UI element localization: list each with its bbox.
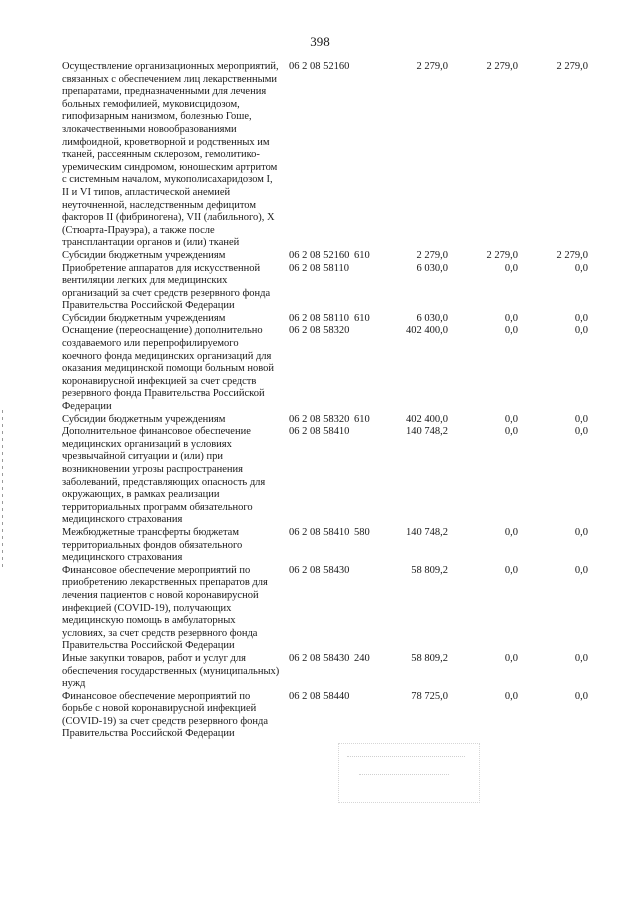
row-expense-type: 610 bbox=[354, 249, 370, 261]
table-row bbox=[0, 426, 640, 527]
row-value-year3: 0,0 bbox=[574, 652, 588, 664]
table-row bbox=[0, 313, 640, 326]
row-value-year1: 78 725,0 bbox=[411, 690, 448, 702]
row-value-year2: 0,0 bbox=[504, 690, 518, 702]
row-description: Субсидии бюджетным учреждениям bbox=[62, 413, 226, 425]
row-expense-type: 610 bbox=[354, 413, 370, 425]
row-value-year2: 0,0 bbox=[504, 413, 518, 425]
row-expense-type: 240 bbox=[354, 652, 370, 664]
row-code: 06 2 08 52160 bbox=[289, 249, 350, 261]
row-value-year2: 2 279,0 bbox=[486, 249, 518, 261]
row-code: 06 2 08 52160 bbox=[289, 61, 350, 72]
row-expense-type: 580 bbox=[354, 526, 370, 538]
table-row bbox=[0, 61, 640, 250]
row-code: 06 2 08 58440 bbox=[289, 690, 350, 702]
row-description: Финансовое обеспечение мероприятий по борьбе с новой коронавирусной инфекцией (COVID-19) за счет средств резервного фонда Правительства Российской Федерации bbox=[62, 690, 269, 740]
faded-stamp bbox=[338, 743, 480, 803]
table-row bbox=[0, 527, 640, 565]
row-value-year2: 0,0 bbox=[504, 564, 518, 576]
row-value-year1: 402 400,0 bbox=[406, 325, 448, 337]
row-code: 06 2 08 58320 bbox=[289, 413, 350, 425]
table-row bbox=[0, 653, 640, 691]
row-code: 06 2 08 58410 bbox=[289, 426, 350, 438]
row-description: Иные закупки товаров, работ и услуг для обеспечения государственных (муниципальных) нужд bbox=[62, 652, 280, 690]
row-value-year2: 0,0 bbox=[504, 312, 518, 324]
row-value-year3: 2 279,0 bbox=[556, 249, 588, 261]
table-row bbox=[0, 691, 640, 741]
row-value-year2: 0,0 bbox=[504, 325, 518, 337]
row-code: 06 2 08 58430 bbox=[289, 564, 350, 576]
row-value-year2: 0,0 bbox=[504, 262, 518, 274]
table-row bbox=[0, 325, 640, 413]
row-value-year2: 0,0 bbox=[504, 526, 518, 538]
row-value-year3: 0,0 bbox=[574, 564, 588, 576]
row-description: Субсидии бюджетным учреждениям bbox=[62, 249, 226, 261]
row-value-year1: 402 400,0 bbox=[406, 413, 448, 425]
row-value-year1: 58 809,2 bbox=[411, 652, 448, 664]
row-value-year3: 0,0 bbox=[574, 413, 588, 425]
row-description: Финансовое обеспечение мероприятий по приобретению лекарственных препаратов для лечения пациентов с новой коронавирусной инфекцией (COVID-19), получающих медицинскую помощь в амбулаторных условиях, за счет средств резервного фонда Правительства Российской Федерации bbox=[62, 564, 268, 652]
row-value-year3: 0,0 bbox=[574, 262, 588, 274]
row-value-year1: 140 748,2 bbox=[406, 426, 448, 438]
row-value-year3: 0,0 bbox=[574, 325, 588, 337]
row-code: 06 2 08 58410 bbox=[289, 526, 350, 538]
row-code: 06 2 08 58320 bbox=[289, 325, 350, 337]
row-expense-type: 610 bbox=[354, 312, 370, 324]
row-value-year3: 0,0 bbox=[574, 312, 588, 324]
row-value-year2: 0,0 bbox=[504, 426, 518, 438]
row-description: Межбюджетные трансферты бюджетам территориальных фондов обязательного медицинского страхования bbox=[62, 526, 243, 564]
row-description: Дополнительное финансовое обеспечение медицинских организаций в условиях чрезвычайной ситуации и (или) при возникновении угрозы распространения заболеваний, представляющих опасность для окружающих, в рамках реализации территориальных программ обязательного медицинского страхования bbox=[62, 426, 266, 526]
row-code: 06 2 08 58110 bbox=[289, 262, 349, 274]
row-value-year1: 140 748,2 bbox=[406, 526, 448, 538]
table-row bbox=[0, 263, 640, 313]
row-value-year1: 58 809,2 bbox=[411, 564, 448, 576]
row-value-year3: 2 279,0 bbox=[556, 61, 588, 72]
row-code: 06 2 08 58430 bbox=[289, 652, 350, 664]
table-row bbox=[0, 250, 640, 263]
row-value-year1: 6 030,0 bbox=[416, 312, 448, 324]
row-value-year2: 0,0 bbox=[504, 652, 518, 664]
row-description: Приобретение аппаратов для искусственной вентиляции легких для медицинских организаций за счет средств резервного фонда Правительства Российской Федерации bbox=[62, 262, 271, 312]
row-description: Осуществление организационных мероприятий, связанных с обеспечением лиц лекарственными препаратами, предназначенными для лечения больных гемофилией, муковисцидозом, гипофизарным нанизмом, болезнью Гоше, злокачественными новообразованиями лимфоидной, кроветворной и родственных им тканей, рассеянным склерозом, гемолитико-уремическим синдромом, юношеским артритом с системным началом, мукополисахаридозом I, II и VI типов, апластической анемией неуточненной, наследственным дефицитом факторов II (фибриногена), VII (лабильного), X (Стюарта-Прауэра), а также после трансплантации органов и (или) тканей bbox=[62, 61, 279, 249]
row-description: Оснащение (переоснащение) дополнительно создаваемого или перепрофилируемого коечного фонда медицинских организаций для оказания медицинской помощи больным новой коронавирусной инфекцией за счет средств резервного фонда Правительства Российской Федерации bbox=[62, 325, 275, 413]
row-value-year2: 2 279,0 bbox=[486, 61, 518, 72]
budget-table bbox=[0, 61, 640, 741]
row-value-year1: 2 279,0 bbox=[416, 249, 448, 261]
row-code: 06 2 08 58110 bbox=[289, 312, 349, 324]
table-row bbox=[0, 565, 640, 653]
row-description: Субсидии бюджетным учреждениям bbox=[62, 312, 226, 324]
table-row bbox=[0, 414, 640, 427]
row-value-year3: 0,0 bbox=[574, 426, 588, 438]
page-number: 398 bbox=[310, 34, 330, 49]
row-value-year3: 0,0 bbox=[574, 526, 588, 538]
row-value-year3: 0,0 bbox=[574, 690, 588, 702]
row-value-year1: 2 279,0 bbox=[416, 61, 448, 72]
row-value-year1: 6 030,0 bbox=[416, 262, 448, 274]
